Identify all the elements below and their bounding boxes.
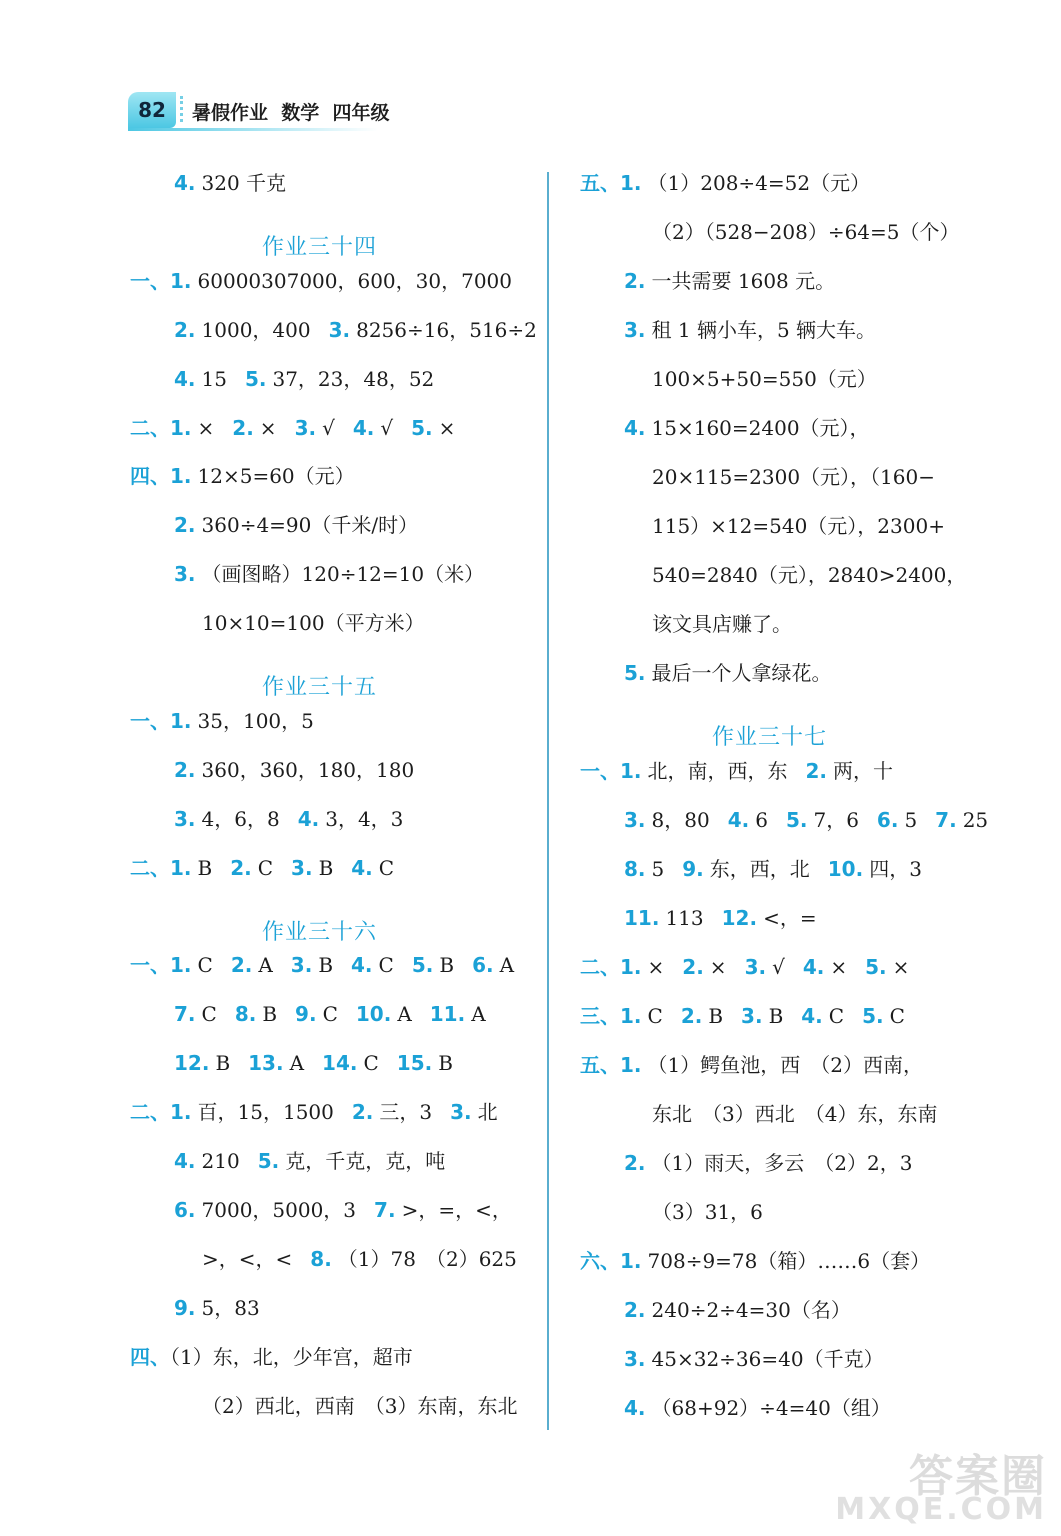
answer-text: C: [197, 953, 213, 978]
question-number: 9.: [682, 857, 704, 881]
question-number: 3.: [624, 808, 646, 832]
answer-text: 540=2840（元），2840>2400，: [652, 563, 967, 587]
answer-text: B: [708, 1004, 724, 1028]
question-number: 10.: [827, 857, 864, 881]
answer-line: [174, 1049, 453, 1077]
question-number: 4.: [802, 955, 825, 979]
answer-text: 三，3: [379, 1100, 433, 1125]
question-number: 1.: [170, 268, 192, 293]
question-number: 6.: [876, 808, 899, 832]
answer-text: （2）西北，西南 （3）东南，东北: [202, 1393, 518, 1418]
question-number: 1.: [170, 464, 192, 489]
answer-text: （1）东，北，少年宫，超市: [170, 1344, 413, 1369]
answer-text: <，=: [763, 906, 817, 930]
question-number: 3.: [174, 562, 196, 587]
answer-line: [202, 1392, 517, 1420]
answer-line: [652, 610, 792, 638]
answer-text: 25: [962, 808, 989, 832]
answer-line: [174, 560, 484, 588]
question-number: 1.: [620, 1249, 642, 1273]
answer-text: 两，十: [833, 759, 894, 783]
answer-text: 最后一个人拿绿花。: [651, 661, 832, 685]
section-prefix: 五、: [580, 1053, 620, 1077]
answer-text: （1）鳄鱼池，西 （2）西南，: [647, 1053, 923, 1077]
question-number: 15.: [396, 1051, 433, 1076]
answer-text: 60000307000，600，30，7000: [197, 268, 513, 293]
answer-text: 35，100，5: [197, 708, 314, 733]
answer-text: 租 1 辆小车，5 辆大车。: [651, 318, 877, 342]
answer-line: [130, 414, 455, 442]
question-number: 2.: [624, 1298, 646, 1322]
question-number: 5.: [865, 955, 887, 979]
answer-text: ×: [438, 415, 456, 440]
answer-text: （画图略）120÷12=10（米）: [201, 562, 485, 587]
answer-line: [652, 561, 966, 589]
answer-text: 10×10=100（平方米）: [202, 611, 425, 636]
answer-text: 5，83: [201, 1295, 260, 1320]
answer-text: B: [768, 1004, 784, 1028]
answer-text: C: [322, 1002, 338, 1027]
answer-line: [174, 1196, 512, 1224]
section-prefix: 六、: [580, 1249, 620, 1273]
question-number: 4.: [351, 953, 373, 978]
question-number: 6.: [472, 953, 494, 978]
answer-line: [580, 1051, 923, 1079]
question-number: 5.: [862, 1004, 884, 1028]
section-prefix: 一、: [130, 953, 170, 978]
answer-text: ×: [892, 955, 910, 979]
section-prefix: 二、: [130, 855, 170, 880]
section-prefix: 三、: [580, 1004, 620, 1028]
answer-text: √: [322, 415, 335, 440]
answer-text: A: [258, 953, 273, 978]
answer-text: 一共需要 1608 元。: [651, 269, 836, 293]
answer-text: 6: [755, 808, 768, 832]
page-number: 82: [128, 92, 176, 128]
answer-text: 240÷2÷4=30（名）: [651, 1298, 851, 1322]
answer-text: C: [363, 1051, 379, 1076]
answer-line: [174, 1000, 486, 1028]
answer-text: 45×32÷36=40（千克）: [651, 1347, 884, 1371]
question-number: 2.: [230, 855, 252, 880]
answer-text: 3，4，3: [325, 806, 404, 831]
answer-text: ×: [647, 955, 665, 979]
question-number: 5.: [411, 415, 433, 440]
question-number: 2.: [174, 757, 196, 782]
answer-text: ×: [709, 955, 727, 979]
answer-line: [624, 659, 832, 687]
section-prefix: 二、: [580, 955, 620, 979]
section-prefix: 一、: [580, 759, 620, 783]
header-title: 暑假作业 数学 四年级: [192, 102, 390, 124]
question-number: 2.: [230, 953, 253, 978]
answer-text: 百，15，1500: [197, 1100, 334, 1125]
answer-line: [580, 757, 893, 785]
answer-line: [624, 1345, 884, 1373]
answer-line: [130, 951, 514, 979]
section-prefix: 二、: [130, 1100, 170, 1125]
answer-line: [580, 169, 870, 197]
answer-line: [652, 1100, 937, 1128]
answer-text: >，=，<，: [401, 1197, 512, 1222]
question-number: 3.: [174, 806, 196, 831]
question-number: 3.: [624, 1347, 646, 1371]
page-header: [128, 88, 528, 132]
answer-text: 8，80: [651, 808, 710, 832]
section-prefix: 二、: [130, 415, 170, 440]
answer-text: 360÷4=90（千米/时）: [201, 513, 419, 538]
question-number: 3.: [290, 953, 313, 978]
answer-line: [130, 462, 355, 490]
answer-text: （1）208÷4=52（元）: [647, 171, 871, 195]
answer-text: 320 千克: [201, 171, 287, 195]
question-number: 2.: [680, 1004, 703, 1028]
question-number: 4.: [174, 171, 196, 195]
answer-line: [580, 1247, 930, 1275]
answer-line: [624, 1394, 891, 1422]
answer-text: 7，6: [813, 808, 859, 832]
answer-text: ×: [830, 955, 848, 979]
question-number: 10.: [355, 1002, 392, 1027]
answer-text: 210: [201, 1149, 240, 1173]
answer-line: [174, 365, 434, 393]
question-number: 7.: [374, 1197, 396, 1222]
answer-text: A: [397, 1002, 412, 1027]
answer-line: [130, 707, 314, 735]
answer-text: 7000，5000，3: [201, 1197, 357, 1222]
question-number: 1.: [620, 1004, 642, 1028]
question-number: 4.: [174, 366, 196, 391]
answer-text: 东，西，北: [709, 857, 810, 881]
question-number: 2.: [805, 759, 828, 783]
section-title: 作业三十六: [262, 919, 378, 945]
question-number: 1.: [620, 1053, 642, 1077]
question-number: 4.: [174, 1149, 196, 1173]
answer-text: 360，360，180，180: [201, 757, 415, 782]
answer-text: √: [772, 955, 785, 979]
section-prefix: 一、: [130, 268, 170, 293]
answer-line: [174, 511, 418, 539]
answer-text: A: [471, 1002, 486, 1027]
answer-text: B: [215, 1051, 231, 1076]
question-number: 1.: [170, 953, 192, 978]
answer-text: B: [262, 1002, 278, 1027]
answer-text: ×: [259, 415, 277, 440]
question-number: 1.: [620, 759, 642, 783]
answer-text: B: [438, 1051, 453, 1076]
answer-text: C: [828, 1004, 845, 1028]
question-number: 3.: [294, 415, 317, 440]
answer-text: C: [378, 953, 394, 978]
question-number: 11.: [624, 906, 660, 930]
question-number: 8.: [624, 857, 646, 881]
question-number: 2.: [174, 317, 196, 342]
section-prefix: 一、: [130, 708, 170, 733]
answer-text: C: [378, 855, 395, 880]
question-number: 5.: [785, 808, 808, 832]
question-number: 3.: [624, 318, 646, 342]
question-number: 1.: [620, 171, 642, 195]
question-number: 7.: [935, 808, 957, 832]
question-number: 7.: [174, 1002, 196, 1027]
question-number: 2.: [682, 955, 704, 979]
header-rule: [128, 128, 378, 131]
answer-text: √: [380, 415, 394, 440]
answer-text: 5: [904, 808, 918, 832]
question-number: 1.: [170, 708, 192, 733]
answer-text: （1）雨天，多云 （2）2，3: [651, 1151, 913, 1175]
answer-text: >，<，<: [202, 1246, 293, 1271]
answer-line: [130, 1098, 498, 1126]
answer-line: [174, 1147, 445, 1175]
question-number: 4.: [727, 808, 750, 832]
question-number: 5.: [411, 953, 434, 978]
question-number: 3.: [450, 1100, 472, 1125]
answer-line: [130, 854, 394, 882]
answer-text: 20×115=2300（元），（160−: [652, 465, 935, 489]
question-number: 1.: [620, 955, 642, 979]
question-number: 6.: [174, 1197, 196, 1222]
question-number: 2.: [174, 513, 196, 538]
answer-text: ×: [197, 415, 215, 440]
question-number: 9.: [295, 1002, 317, 1027]
section-title: 作业三十五: [262, 675, 378, 700]
answer-text: 北: [477, 1100, 498, 1125]
watermark-logo-text: 答案圈: [909, 1451, 1047, 1502]
answer-line: [130, 1343, 413, 1371]
answer-text: B: [197, 855, 213, 880]
answer-line: [174, 316, 537, 344]
answer-text: A: [499, 953, 515, 978]
question-number: 5.: [624, 661, 646, 685]
answer-line: [174, 169, 286, 197]
answer-line: [174, 1294, 260, 1322]
answer-line: [624, 855, 922, 883]
answer-line: [624, 904, 817, 932]
answer-text: （3）31，6: [652, 1200, 763, 1224]
question-number: 3.: [744, 955, 767, 979]
question-number: 3.: [291, 855, 313, 880]
answer-text: 115）×12=540（元），2300+: [652, 514, 945, 538]
answer-text: 5: [651, 857, 665, 881]
question-number: 8.: [310, 1246, 332, 1271]
answer-line: [652, 218, 960, 246]
watermark: [835, 1440, 1047, 1530]
answer-text: 100×5+50=550（元）: [652, 367, 877, 391]
answer-line: [580, 1002, 905, 1030]
answer-text: 1000，400: [201, 317, 311, 342]
answer-text: 708÷9=78（箱）……6（套）: [647, 1249, 931, 1273]
answer-text: 15×160=2400（元），: [651, 416, 870, 440]
column-divider: [547, 172, 549, 1430]
answer-text: 东北 （3）西北 （4）东，东南: [652, 1102, 938, 1126]
answer-text: 北，南，西，东: [647, 759, 788, 783]
question-number: 4.: [297, 806, 320, 831]
answer-line: [624, 267, 835, 295]
answer-text: 该文具店赚了。: [652, 612, 792, 636]
question-number: 3.: [741, 1004, 763, 1028]
answer-line: [580, 953, 909, 981]
answer-text: 8256÷16，516÷2: [356, 317, 537, 342]
answer-line: [652, 512, 945, 540]
answer-text: 37，23，48，52: [272, 366, 435, 391]
answer-line: [624, 1149, 912, 1177]
answer-line: [652, 1198, 763, 1226]
answer-line: [624, 414, 870, 442]
answer-text: 12×5=60（元）: [197, 464, 355, 489]
answer-line: [202, 1245, 517, 1273]
question-number: 9.: [174, 1295, 196, 1320]
answer-text: C: [201, 1002, 217, 1027]
watermark-site-text: MXQE.COM: [835, 1492, 1047, 1527]
answer-text: C: [889, 1004, 905, 1028]
answer-line: [624, 1296, 851, 1324]
answer-text: 四，3: [869, 857, 922, 881]
question-number: 2.: [351, 1100, 374, 1125]
section-prefix: 五、: [580, 171, 620, 195]
answer-text: A: [289, 1051, 305, 1076]
answer-text: B: [318, 953, 334, 978]
question-number: 5.: [257, 1149, 280, 1173]
question-number: 5.: [244, 366, 267, 391]
answer-line: [130, 267, 512, 295]
question-number: 12.: [721, 906, 758, 930]
answer-line: [174, 756, 414, 784]
answer-line: [624, 316, 876, 344]
answer-text: B: [318, 855, 334, 880]
question-number: 8.: [234, 1002, 257, 1027]
header-dots: [180, 96, 186, 122]
answer-text: B: [439, 953, 455, 978]
section-title: 作业三十四: [262, 234, 378, 260]
question-number: 3.: [328, 317, 351, 342]
question-number: 4.: [801, 1004, 823, 1028]
question-number: 4.: [624, 416, 646, 440]
question-number: 4.: [624, 1396, 646, 1420]
answer-text: （2）（528−208）÷64=5（个）: [652, 220, 960, 244]
answer-line: [652, 365, 877, 393]
answer-line: [174, 805, 403, 833]
question-number: 2.: [232, 415, 254, 440]
question-number: 2.: [624, 1151, 646, 1175]
answer-text: （1）78 （2）625: [337, 1246, 517, 1271]
section-prefix: 四、: [130, 1344, 170, 1369]
question-number: 13.: [248, 1051, 284, 1076]
question-number: 1.: [170, 855, 192, 880]
answer-text: 15: [201, 366, 227, 391]
answer-line: [624, 806, 988, 834]
question-number: 2.: [624, 269, 646, 293]
question-number: 1.: [170, 415, 192, 440]
answer-text: C: [257, 855, 274, 880]
question-number: 4.: [351, 855, 373, 880]
section-prefix: 四、: [130, 464, 170, 489]
question-number: 14.: [322, 1051, 358, 1076]
question-number: 4.: [352, 415, 375, 440]
answer-line: [202, 609, 425, 637]
answer-line: [652, 463, 935, 491]
question-number: 12.: [174, 1051, 210, 1076]
answer-text: 113: [665, 906, 704, 930]
answer-text: 克，千克，克，吨: [285, 1149, 446, 1173]
question-number: 11.: [429, 1002, 466, 1027]
answer-text: 4，6，8: [201, 806, 280, 831]
answer-text: C: [647, 1004, 663, 1028]
question-number: 1.: [170, 1100, 192, 1125]
answer-text: （68+92）÷4=40（组）: [651, 1396, 891, 1420]
section-title: 作业三十七: [712, 725, 828, 750]
